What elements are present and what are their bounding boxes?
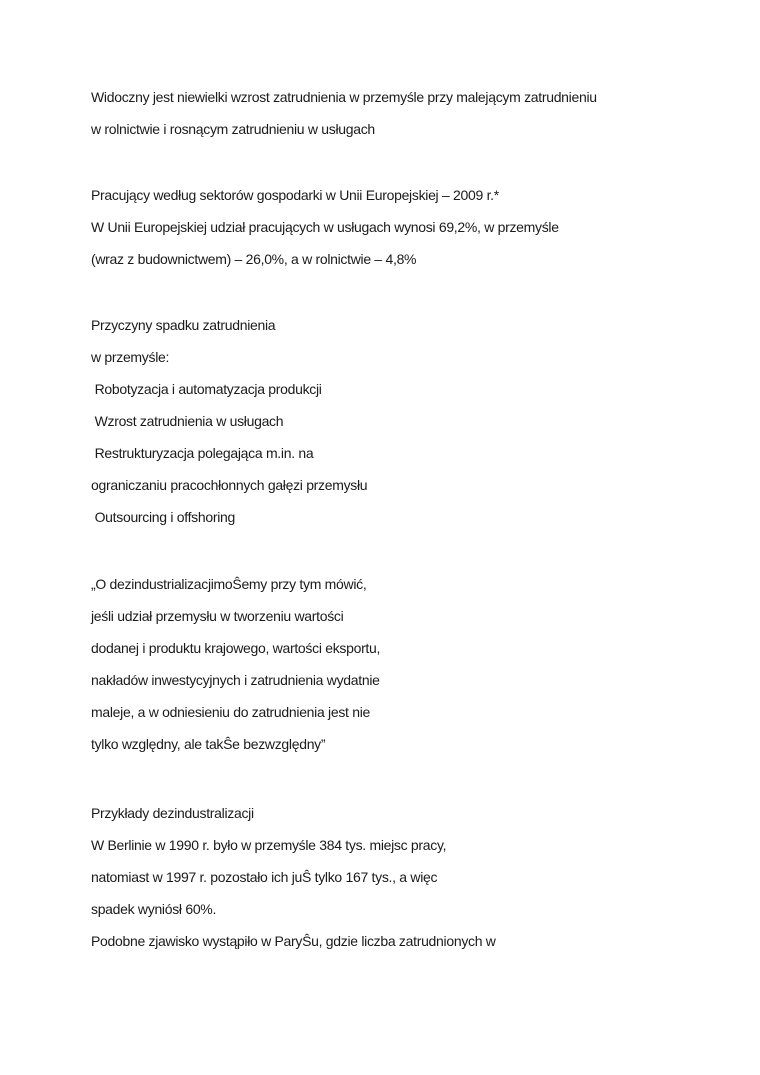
text-line: Widoczny jest niewielki wzrost zatrudnienia w przemyśle przy malejącym zatrudnieniu [91,89,597,105]
text-line: spadek wyniósł 60%. [91,901,217,917]
quote-line: nakładów inwestycyjnych i zatrudnienia wydatnie [91,672,380,688]
text-line: W Berlinie w 1990 r. było w przemyśle 384 tys. miejsc pracy, [91,837,447,853]
list-item: Wzrost zatrudnienia w usługach [91,413,284,429]
text-line: Pracujący według sektorów gospodarki w Unii Europejskiej – 2009 r.* [91,187,499,203]
quote-line: maleje, a w odniesieniu do zatrudnienia jest nie [91,704,371,720]
list-item: Restrukturyzacja polegająca m.in. na [91,445,314,461]
text-line: w przemyśle: [91,349,170,365]
paragraph-examples [91,797,760,957]
text-line: Przykłady dezindustralizacji [91,805,254,821]
text-line: w rolnictwie i rosnącym zatrudnieniu w usługach [91,121,375,137]
text-line: natomiast w 1997 r. pozostało ich juŜ tylko 167 tys., a więc [91,869,438,885]
text-line: Przyczyny spadku zatrudnienia [91,317,276,333]
paragraph-sectors-2009 [91,179,760,275]
text-line: Podobne zjawisko wystąpiło w ParyŜu, gdzie liczba zatrudnionych w [91,933,496,949]
list-item: Robotyzacja i automatyzacja produkcji [91,381,322,397]
paragraph-reasons-for-decline [91,309,760,533]
list-item-continuation: ograniczaniu pracochłonnych gałęzi przemysłu [91,477,368,493]
quote-line: tylko względny, ale takŜe bezwzględny” [91,736,326,752]
paragraph-intro [91,81,760,145]
quote-line: „O dezindustrializacjimoŜemy przy tym mówić, [91,576,367,592]
quote-line: dodanej i produktu krajowego, wartości eksportu, [91,640,381,656]
paragraph-deindustrialization-quote [91,568,760,760]
text-line: W Unii Europejskiej udział pracujących w usługach wynosi 69,2%, w przemyśle [91,219,559,235]
text-line: (wraz z budownictwem) – 26,0%, a w rolnictwie – 4,8% [91,251,417,267]
quote-line: jeśli udział przemysłu w tworzeniu wartości [91,608,344,624]
list-item: Outsourcing i offshoring [91,509,235,525]
